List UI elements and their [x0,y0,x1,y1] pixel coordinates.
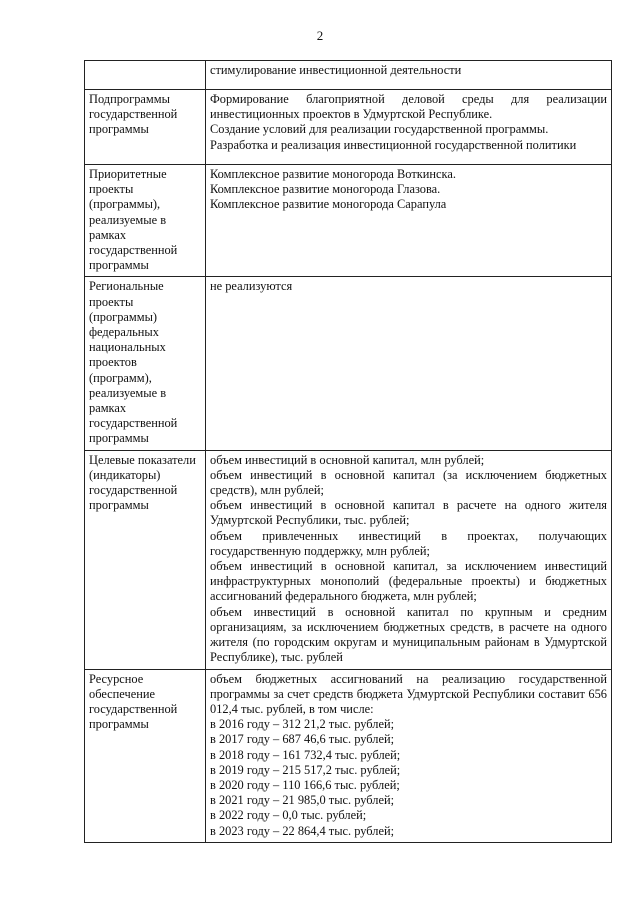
program-passport-table [84,60,612,843]
row-content [206,450,612,669]
table-row [85,61,612,90]
row-label [85,61,206,90]
content-line: в 2021 году – 21 985,0 тыс. рублей; [210,793,395,808]
table-row [85,669,612,842]
row-content [206,165,612,277]
row-label: Целевые показатели (индикаторы) государственной программы [85,450,206,669]
content-line: в 2017 году – 687 46,6 тыс. рублей; [210,732,395,747]
content-line: объем бюджетных ассигнований на реализацию государственной программы за счет средств бюджета Удмуртской Республики составит 656 012,4 тыс. рублей, в том числе: [210,671,607,717]
content-line: в 2020 году – 110 166,6 тыс. рублей; [210,778,400,793]
row-content [206,90,612,165]
table-row [85,165,612,277]
row-content [206,61,612,90]
row-content [206,277,612,450]
content-line: объем инвестиций в основной капитал по крупным и средним организациям, за исключением бюджетных средств, в расчете на одного жителя (по городским округам и муниципальным районам в Удмуртской Республике), тыс. рублей [210,604,607,665]
content-line: в 2019 году – 215 517,2 тыс. рублей; [210,762,401,777]
row-label: Подпрограммы государственной программы [85,90,206,165]
content-line: не реализуются [210,279,293,294]
table-row [85,450,612,669]
table-row [85,90,612,165]
content-line: Разработка и реализация инвестиционной государственной политики [210,137,577,152]
content-line: объем инвестиций в основной капитал в расчете на одного жителя Удмуртской Республики, тыс. рублей; [210,498,607,528]
content-line: в 2022 году – 0,0 тыс. рублей; [210,808,367,823]
content-line: объем инвестиций в основной капитал, млн рублей; [210,452,485,467]
content-line: Комплексное развитие моногорода Глазова. [210,182,441,197]
content-line: Комплексное развитие моногорода Воткинска. [210,167,456,181]
content-line: Комплексное развитие моногорода Сарапула [210,197,447,212]
table-row [85,277,612,450]
content-line: стимулирование инвестиционной деятельности [210,63,462,77]
content-line: объем привлеченных инвестиций в проектах, получающих государственную поддержку, млн рублей; [210,528,607,558]
content-line: Создание условий для реализации государственной программы. [210,122,549,137]
content-line: в 2016 году – 312 21,2 тыс. рублей; [210,717,395,732]
row-content [206,669,612,842]
content-line: объем инвестиций в основной капитал (за исключением бюджетных средств), млн рублей; [210,467,607,498]
row-label: Ресурсное обеспечение государственной программы [85,669,206,842]
row-label: Региональные проекты (программы) федеральных национальных проектов (программ), реализуемые в рамках государственной программы [85,277,206,450]
content-line: в 2018 году – 161 732,4 тыс. рублей; [210,747,401,762]
content-line: в 2023 году – 22 864,4 тыс. рублей; [210,823,395,838]
page-number: 2 [316,28,324,43]
content-line: Формирование благоприятной деловой среды для реализации инвестиционных проектов в Удмуртской Республике. [210,92,607,122]
row-label: Приоритетные проекты (программы), реализуемые в рамках государственной программы [85,165,206,277]
content-line: объем инвестиций в основной капитал, за исключением инвестиций инфраструктурных монополий (федеральные проекты) и бюджетных ассигнований федерального бюджета, млн рублей; [210,559,607,604]
